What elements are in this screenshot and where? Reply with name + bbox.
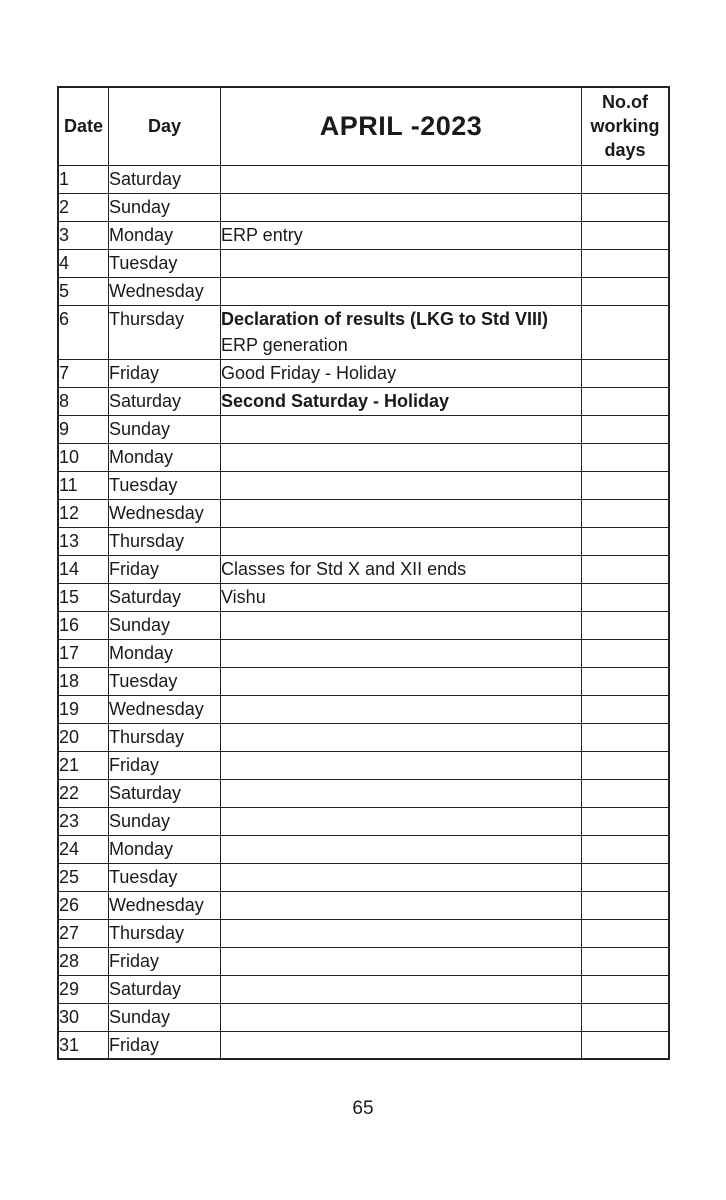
notes-cell [221,555,582,583]
working-days-cell [582,555,670,583]
day-cell: Monday [109,835,221,863]
date-cell: 30 [58,1003,109,1031]
notes-cell [221,583,582,611]
day-cell: Saturday [109,975,221,1003]
table-row [58,249,669,277]
date-cell: 2 [58,193,109,221]
notes-cell [221,277,582,305]
date-cell: 13 [58,527,109,555]
table-row [58,975,669,1003]
table-row [58,947,669,975]
day-cell: Wednesday [109,499,221,527]
notes-cell [221,891,582,919]
table-row [58,863,669,891]
date-cell: 10 [58,443,109,471]
table-row [58,305,669,359]
date-cell: 26 [58,891,109,919]
notes-cell [221,919,582,947]
day-cell: Sunday [109,1003,221,1031]
date-cell: 18 [58,667,109,695]
date-cell: 15 [58,583,109,611]
day-cell: Friday [109,555,221,583]
day-cell: Sunday [109,193,221,221]
date-cell: 23 [58,807,109,835]
notes-cell [221,947,582,975]
day-cell: Monday [109,443,221,471]
day-cell: Wednesday [109,277,221,305]
date-cell: 20 [58,723,109,751]
day-cell: Tuesday [109,249,221,277]
day-cell: Saturday [109,387,221,415]
table-row [58,527,669,555]
working-days-cell [582,387,670,415]
working-days-cell [582,835,670,863]
day-cell: Wednesday [109,695,221,723]
table-row [58,779,669,807]
notes-cell [221,779,582,807]
date-cell: 14 [58,555,109,583]
working-days-cell [582,779,670,807]
date-cell: 25 [58,863,109,891]
note-line: ERP entry [221,224,303,245]
notes-cell [221,807,582,835]
working-days-cell [582,919,670,947]
day-column-header: Day [109,87,221,165]
table-row [58,891,669,919]
notes-cell [221,975,582,1003]
working-days-cell [582,221,670,249]
day-cell: Saturday [109,165,221,193]
working-days-cell [582,891,670,919]
table-row [58,221,669,249]
day-cell: Thursday [109,723,221,751]
notes-cell [221,723,582,751]
working-days-header-line: days [604,140,646,161]
day-cell: Wednesday [109,891,221,919]
day-cell: Friday [109,1031,221,1059]
table-row [58,835,669,863]
note-line: Classes for Std X and XII ends [221,558,467,579]
date-cell: 1 [58,165,109,193]
table-row [58,639,669,667]
working-days-cell [582,277,670,305]
day-cell: Sunday [109,611,221,639]
date-cell: 16 [58,611,109,639]
notes-cell [221,1003,582,1031]
notes-cell [221,387,582,415]
working-days-cell [582,359,670,387]
notes-cell [221,751,582,779]
date-cell: 19 [58,695,109,723]
working-days-cell [582,165,670,193]
notes-cell [221,415,582,443]
date-cell: 9 [58,415,109,443]
notes-cell [221,359,582,387]
date-cell: 28 [58,947,109,975]
day-cell: Sunday [109,807,221,835]
table-row [58,555,669,583]
notes-cell [221,443,582,471]
notes-cell [221,695,582,723]
date-column-header: Date [58,87,109,165]
table-row [58,499,669,527]
working-days-cell [582,863,670,891]
day-cell: Sunday [109,415,221,443]
table-row [58,277,669,305]
working-days-cell [582,807,670,835]
note-line: Second Saturday - Holiday [221,390,450,411]
day-cell: Monday [109,639,221,667]
notes-cell [221,611,582,639]
working-days-cell [582,723,670,751]
date-cell: 6 [58,305,109,359]
table-row [58,193,669,221]
working-days-cell [582,193,670,221]
day-cell: Thursday [109,305,221,359]
date-cell: 11 [58,471,109,499]
date-cell: 21 [58,751,109,779]
table-row [58,443,669,471]
table-row [58,1003,669,1031]
note-line: Declaration of results (LKG to Std VIII) [221,308,549,329]
working-days-cell [582,751,670,779]
working-days-cell [582,975,670,1003]
table-header-row [58,87,669,165]
day-cell: Tuesday [109,667,221,695]
date-cell: 27 [58,919,109,947]
table-row [58,165,669,193]
table-row [58,723,669,751]
working-days-cell [582,471,670,499]
notes-cell [221,527,582,555]
note-line: ERP generation [221,334,348,355]
notes-cell [221,165,582,193]
date-cell: 3 [58,221,109,249]
calendar-body [58,165,669,1059]
date-cell: 24 [58,835,109,863]
working-days-cell [582,1031,670,1059]
working-days-cell [582,415,670,443]
day-cell: Friday [109,947,221,975]
table-row [58,807,669,835]
table-row [58,471,669,499]
notes-cell [221,305,582,359]
date-cell: 31 [58,1031,109,1059]
day-cell: Thursday [109,919,221,947]
day-cell: Friday [109,751,221,779]
note-line: Good Friday - Holiday [221,362,397,383]
date-cell: 7 [58,359,109,387]
month-title: APRIL -2023 [221,87,582,165]
working-days-cell [582,583,670,611]
table-row [58,387,669,415]
working-days-cell [582,611,670,639]
notes-cell [221,249,582,277]
day-cell: Monday [109,221,221,249]
working-days-cell [582,305,670,359]
working-days-cell [582,499,670,527]
date-cell: 22 [58,779,109,807]
april-calendar-table [57,86,670,1060]
working-days-cell [582,947,670,975]
notes-cell [221,863,582,891]
working-days-cell [582,639,670,667]
working-days-header-line: working [590,116,660,137]
day-cell: Saturday [109,779,221,807]
page-number: 65 [352,1098,374,1119]
table-row [58,583,669,611]
note-line: Vishu [221,586,266,607]
day-cell: Tuesday [109,471,221,499]
notes-cell [221,221,582,249]
notes-cell [221,193,582,221]
date-cell: 29 [58,975,109,1003]
day-cell: Friday [109,359,221,387]
date-cell: 12 [58,499,109,527]
working-days-cell [582,527,670,555]
notes-cell [221,835,582,863]
table-row [58,359,669,387]
table-row [58,1031,669,1059]
table-row [58,919,669,947]
notes-cell [221,667,582,695]
table-row [58,667,669,695]
working-days-cell [582,443,670,471]
notes-cell [221,639,582,667]
table-row [58,611,669,639]
table-row [58,751,669,779]
working-days-cell [582,249,670,277]
table-row [58,415,669,443]
notes-cell [221,471,582,499]
notes-cell [221,1031,582,1059]
notes-cell [221,499,582,527]
working-days-header-line: No.of [602,92,648,113]
date-cell: 5 [58,277,109,305]
day-cell: Tuesday [109,863,221,891]
day-cell: Thursday [109,527,221,555]
working-days-cell [582,667,670,695]
date-cell: 4 [58,249,109,277]
date-cell: 8 [58,387,109,415]
day-cell: Saturday [109,583,221,611]
working-days-cell [582,1003,670,1031]
date-cell: 17 [58,639,109,667]
table-row [58,695,669,723]
working-days-cell [582,695,670,723]
working-days-column-header [582,87,670,165]
